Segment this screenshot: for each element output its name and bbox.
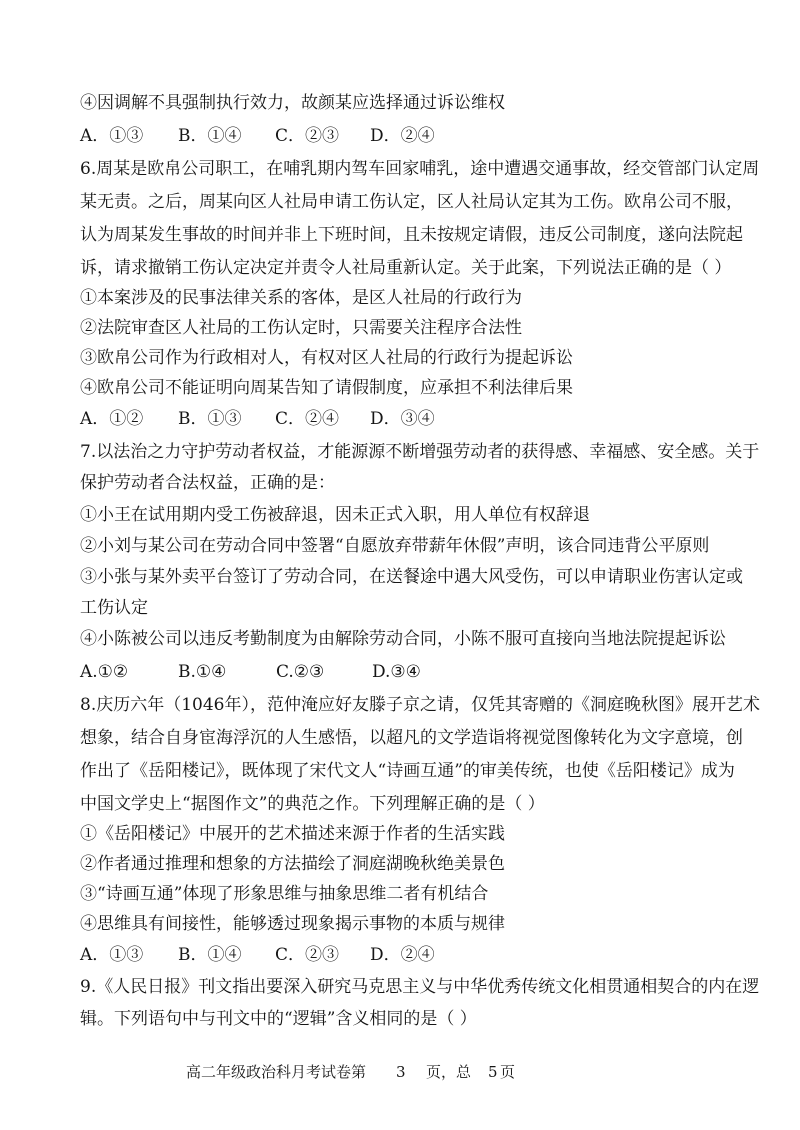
q6-stem-line: 6.周某是欧帛公司职工，在哺乳期内驾车回家哺乳，途中遭遇交通事故，经交管部门认定周 [80,159,760,179]
q5-option-a: A．①③ [80,126,144,146]
q6-item-3: ③欧帛公司作为行政相对人，有权对区人社局的行政行为提起诉讼 [80,348,573,368]
q7-option-c: C.②③ [276,662,325,682]
q6-item-1: ①本案涉及的民事法律关系的客体，是区人社局的行政行为 [80,288,522,308]
footer-page-number: 3 [396,1063,406,1081]
q5-option-c: C．②③ [275,126,340,146]
q8-stem-line: 8.庆历六年（1046年），范仲淹应好友滕子京之请，仅凭其寄赠的《洞庭晚秋图》展开艺术 [80,695,760,715]
q9-stem-line: 辑。下列语句中与刊文中的“逻辑”含义相同的是（ ） [80,1009,477,1029]
q5-option-b: B．①④ [178,126,242,146]
q6-option-b: B．①③ [178,409,242,429]
q8-option-a: A．①③ [80,945,144,965]
q8-stem-line: 作出了《岳阳楼记》，既体现了宋代文人“诗画互通”的审美传统，也使《岳阳楼记》成为 [80,761,735,781]
q8-option-d: D．②④ [370,945,435,965]
q5-option-d: D．②④ [370,126,435,146]
q8-item-2: ②作者通过推理和想象的方法描绘了洞庭湖晚秋绝美景色 [80,854,505,874]
q7-item-4: ④小陈被公司以违反考勤制度为由解除劳动合同，小陈不服可直接向当地法院提起诉讼 [80,629,726,649]
q6-option-d: D．③④ [370,409,435,429]
q8-option-c: C．②③ [275,945,340,965]
footer-mid: 页，总 [426,1063,472,1081]
q8-stem-line: 中国文学史上“据图作文”的典范之作。下列理解正确的是（ ） [80,794,545,814]
q7-item-3: ③小张与某外卖平台签订了劳动合同，在送餐途中遇大风受伤，可以申请职业伤害认定或 [80,567,743,587]
q9-stem-line: 9.《人民日报》刊文指出要深入研究马克思主义与中华优秀传统文化相贯通相契合的内在逻 [80,977,760,997]
q7-item-3-cont: 工伤认定 [80,598,148,618]
footer-suffix: 页 [500,1063,516,1081]
q7-item-1: ①小王在试用期内受工伤被辞退，因未正式入职，用人单位有权辞退 [80,505,590,525]
q5-item-4: ④因调解不具强制执行效力，故颜某应选择通过诉讼维权 [80,93,505,113]
q7-item-2: ②小刘与某公司在劳动合同中签署“自愿放弃带薪年休假”声明，该合同违背公平原则 [80,536,710,556]
q6-stem-line: 诉，请求撤销工伤认定决定并责令人社局重新认定。关于此案，下列说法正确的是（ ） [80,258,732,278]
q7-option-b: B.①④ [178,662,227,682]
q6-option-a: A．①② [80,409,144,429]
footer-prefix: 高二年级政治科月考试卷第 [186,1063,367,1081]
q6-stem-line: 认为周某发生事故的时间并非上下班时间，且未按规定请假，违反公司制度，遂向法院起 [80,225,743,245]
q8-option-b: B．①④ [178,945,242,965]
q8-item-1: ①《岳阳楼记》中展开的艺术描述来源于作者的生活实践 [80,824,505,844]
q8-item-4: ④思维具有间接性，能够透过现象揭示事物的本质与规律 [80,914,505,934]
q7-stem-line: 保护劳动者合法权益，正确的是： [80,473,335,493]
q8-item-3: ③“诗画互通”体现了形象思维与抽象思维二者有机结合 [80,884,489,904]
footer-total-pages: 5 [488,1063,498,1081]
q6-item-4: ④欧帛公司不能证明向周某告知了请假制度，应承担不利法律后果 [80,378,573,398]
q8-stem-line: 想象，结合自身宦海浮沉的人生感悟，以超凡的文学造诣将视觉图像转化为文字意境，创 [80,728,743,748]
q6-stem-line: 某无责。之后，周某向区人社局申请工伤认定，区人社局认定其为工伤。欧帛公司不服， [80,192,743,212]
q7-stem-line: 7.以法治之力守护劳动者权益，才能源源不断增强劳动者的获得感、幸福感、安全感。关于 [80,442,760,462]
q6-option-c: C．②④ [275,409,340,429]
q7-option-a: A.①② [80,662,129,682]
q7-option-d: D.③④ [372,662,421,682]
q6-item-2: ②法院审查区人社局的工伤认定时，只需要关注程序合法性 [80,318,522,338]
